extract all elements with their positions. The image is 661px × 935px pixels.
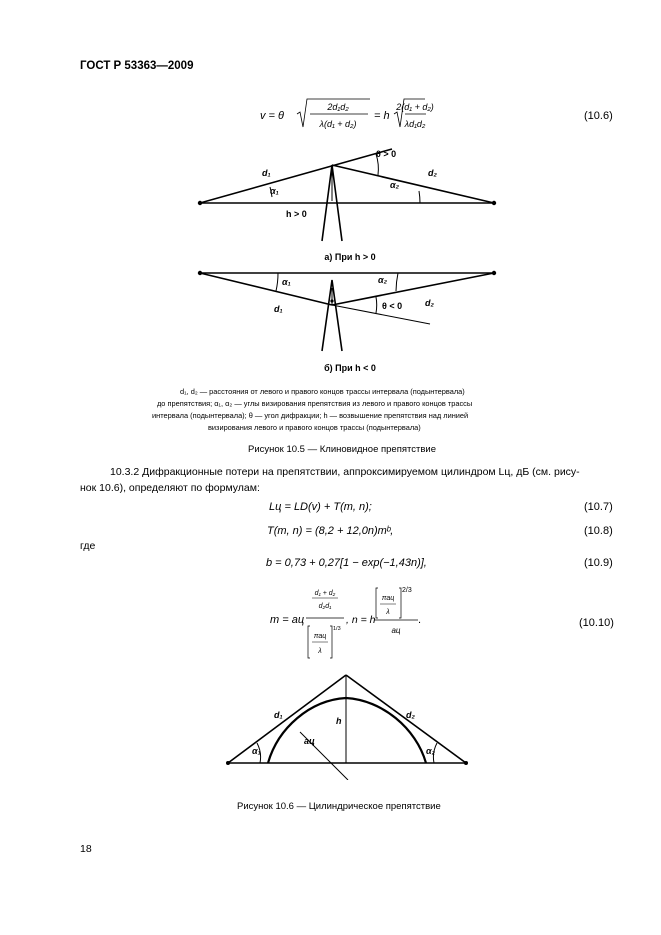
eq-10-6-number: (10.6) [584,110,613,122]
alpha1-arc-b [276,273,278,291]
endpoint-left-b [198,271,202,275]
endpoint-left-a [198,201,202,205]
label-d1-a: d₁ [262,168,271,178]
figure-10-6-cylinder-diagram [220,670,476,780]
eq-10-6-lhs: v = θ [260,110,285,122]
figure-10-6-caption: Рисунок 10.6 — Цилиндрическое препятствие [237,801,441,812]
figure-10-5-caption: Рисунок 10.5 — Клиновидное препятствие [248,444,436,455]
alpha2-arc-a [419,191,420,203]
label-theta-neg: θ < 0 [382,301,403,311]
label-d2-a: d₂ [428,168,437,178]
label-d1: d₁ [274,710,283,720]
document-header: ГОСТ Р 53363—2009 [80,60,194,72]
label-alpha1-b: α₁ [282,277,291,287]
label-d2-b: d₂ [425,298,434,308]
eq-10-10-inner-num: πaц [381,595,395,602]
label-d2: d₂ [406,710,415,720]
page-number: 18 [80,843,92,855]
label-a: aц [304,736,315,746]
subcaption-a: а) При h > 0 [324,252,376,262]
eq-10-6-frac1-den: λ(d₁ + d₂) [319,119,357,129]
eq-10-10-frac-den: d₂d₁ [318,603,332,610]
ray-left-b [200,273,332,305]
equation-10-10 [268,578,438,662]
eq-10-7-number: (10.7) [584,501,613,513]
eq-10-10-exp2: 2/3 [402,587,412,594]
figure-10-5-wedge-diagram [190,145,510,375]
eq-10-10-end: . [418,614,422,626]
label-theta-pos: θ > 0 [376,149,397,159]
ray-left [228,675,346,763]
label-h-pos: h > 0 [286,209,307,219]
label-alpha2-a: α₂ [390,180,400,190]
eq-10-6-mid: = h [374,110,390,122]
bracket-left [308,626,310,658]
eq-10-10-inner-den: λ [386,609,390,616]
alpha2-arc-b [396,273,398,291]
figure-10-5-legend-line: d₁, d₂ — расстояния от левого и правого концов трассы интервала (подынтервала) [180,387,465,396]
eq-10-9-number: (10.9) [584,557,613,569]
eq-10-6-frac1-num: 2d₁d₂ [327,102,349,112]
ray-right-b [332,273,494,305]
figure-10-5-legend-line: до препятствия; α₁, α₂ — углы визирования препятствия из левого и правого концов трассы [157,399,473,408]
theta-arc-b [376,297,377,313]
bracket-right [399,588,401,618]
eq-10-7: Lц = LD(v) + T(m, n); [269,501,372,513]
cylinder-arc [268,698,426,763]
eq-10-10-sep: , n = h [346,614,376,626]
bracket-left [376,588,378,618]
label-d1-b: d₁ [274,304,283,314]
wedge-tip-b [330,299,333,302]
paragraph-line: нок 10.6), определяют по формулам: [80,482,260,494]
eq-10-10-inner-num: πaц [313,633,327,640]
label-alpha2: α₂ [426,746,436,756]
ray-right-a [332,165,494,203]
theta-extension-line-b [332,305,430,324]
where-label: где [80,540,96,552]
eq-10-9: b = 0,73 + 0,27[1 − exp(−1,43n)], [266,557,427,569]
label-alpha1: α₁ [252,746,261,756]
eq-10-10-frac-num: d₁ + d₂ [314,590,336,597]
ray-left-a [200,149,392,203]
equation-10-6 [260,92,440,136]
label-alpha2-b: α₂ [378,275,388,285]
eq-10-10-number: (10.10) [579,617,614,629]
eq-10-8: T(m, n) = (8,2 + 12,0n)mᵇ, [267,525,394,537]
figure-10-5-legend-line: интервала (подынтервала); θ — угол дифракции; h — возвышение препятствия над линией [152,411,469,420]
eq-10-10-lhs: m = aц [270,614,305,626]
endpoint-right [464,761,468,765]
label-alpha1-a: α₁ [270,186,279,196]
eq-10-10-frac2-den: aц [391,626,401,635]
endpoint-left [226,761,230,765]
eq-10-8-number: (10.8) [584,525,613,537]
label-h: h [336,716,342,726]
eq-10-10-exp1: 1/3 [333,626,341,632]
paragraph-line: 10.3.2 Дифракционные потери на препятствии, аппроксимируемом цилиндром Lц, дБ (см. рису- [110,466,580,478]
subcaption-b: б) При h < 0 [324,363,376,373]
figure-10-5-legend-line: визирования левого и правого концов трассы (подынтервала) [208,423,421,432]
eq-10-6-frac2-den: λd₁d₂ [404,119,426,129]
bracket-right [330,626,332,658]
eq-10-6-frac2-num: 2(d₁ + d₂) [396,102,434,112]
endpoint-right-a [492,201,496,205]
eq-10-10-inner-den: λ [318,648,322,655]
endpoint-right-b [492,271,496,275]
